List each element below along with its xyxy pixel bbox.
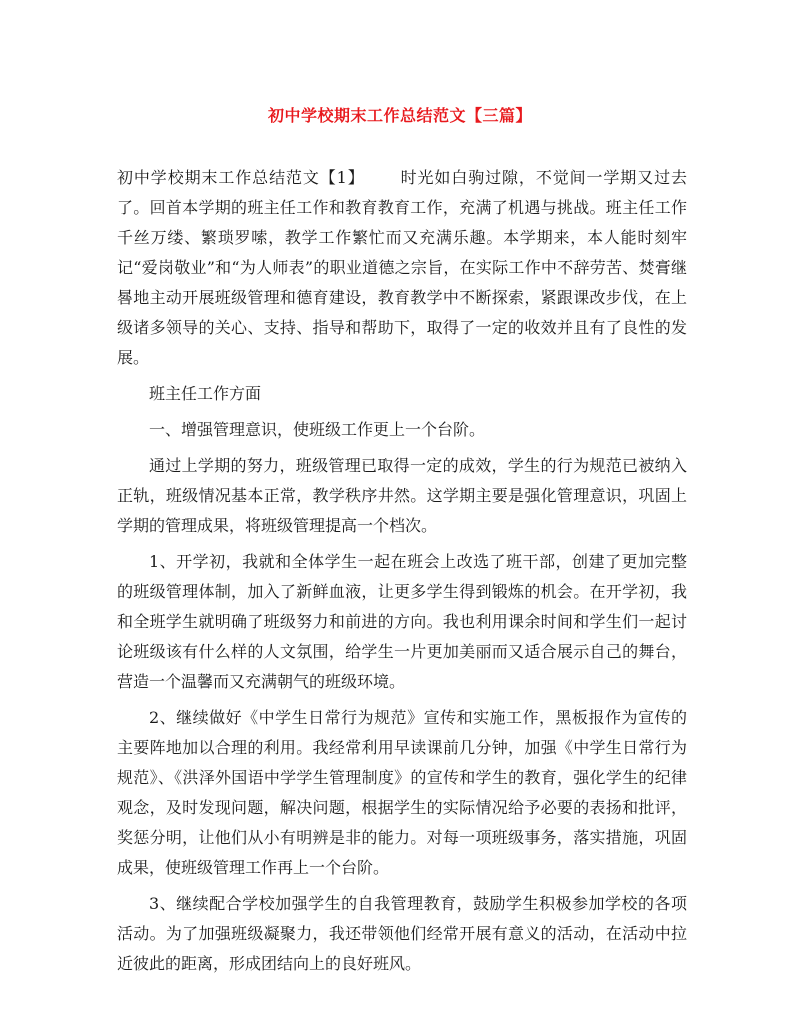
document-title: 初中学校期末工作总结范文【三篇】	[267, 106, 532, 125]
section-heading: 班主任工作方面	[149, 384, 262, 403]
document-body	[117, 163, 687, 979]
paragraph: 1、开学初，我就和全体学生一起在班会上改选了班干部，创建了更加完整的班级管理体制，加入了新鲜血液，让更多学生得到锻炼的机会。在开学初，我和全班学生就明确了班级努力和前进的方向。我也利用课余时间和学生们一起讨论班级该有什么样的人文氛围，给学生一片更加美丽而又适合展示自己的舞台，营造一个温馨而又充满朝气的班级环境。	[117, 552, 687, 691]
opening-paragraph	[117, 163, 687, 373]
paragraph: 3、继续配合学校加强学生的自我管理教育，鼓励学生积极参加学校的各项活动。为了加强班级凝聚力，我还带领他们经常开展有意义的活动，在活动中拉近彼此的距离，形成团结向上的良好班风。	[117, 894, 687, 973]
paragraph-text: 时光如白驹过隙，不觉间一学期又过去了。回首本学期的班主任工作和教育教育工作，充满了机遇与挑战。班主任工作千丝万缕、繁琐罗嗦，教学工作繁忙而又充满乐趣。本学期来，本人能时刻牢记“爱岗敬业”和“为人师表”的职业道德之宗旨，在实际工作中不辞劳苦、焚膏继晷地主动开展班级管理和德育建设，教育教学中不断探索，紧跟课改步伐，在上级诸多领导的关心、支持、指导和帮助下，取得了一定的收效并且有了良性的发展。	[117, 168, 687, 367]
subsection-heading: 一、增强管理意识，使班级工作更上一个台阶。	[149, 420, 486, 439]
paragraph: 通过上学期的努力，班级管理已取得一定的成效，学生的行为规范已被纳入正轨，班级情况基本正常，教学秩序井然。这学期主要是强化管理意识，巩固上学期的管理成果，将班级管理提高一个档次。	[117, 456, 687, 535]
paragraph: 2、继续做好《中学生日常行为规范》宣传和实施工作，黑板报作为宣传的主要阵地加以合理的利用。我经常利用早读课前几分钟，加强《中学生日常行为规范》、《洪泽外国语中学学生管理制度》的宣传和学生的教育，强化学生的纪律观念，及时发现问题，解决问题，根据学生的实际情况给予必要的表扬和批评，奖惩分明，让他们从小有明辨是非的能力。对每一项班级事务，落实措施，巩固成果，使班级管理工作再上一个台阶。	[117, 708, 687, 877]
section-label: 初中学校期末工作总结范文【1】	[117, 168, 365, 187]
